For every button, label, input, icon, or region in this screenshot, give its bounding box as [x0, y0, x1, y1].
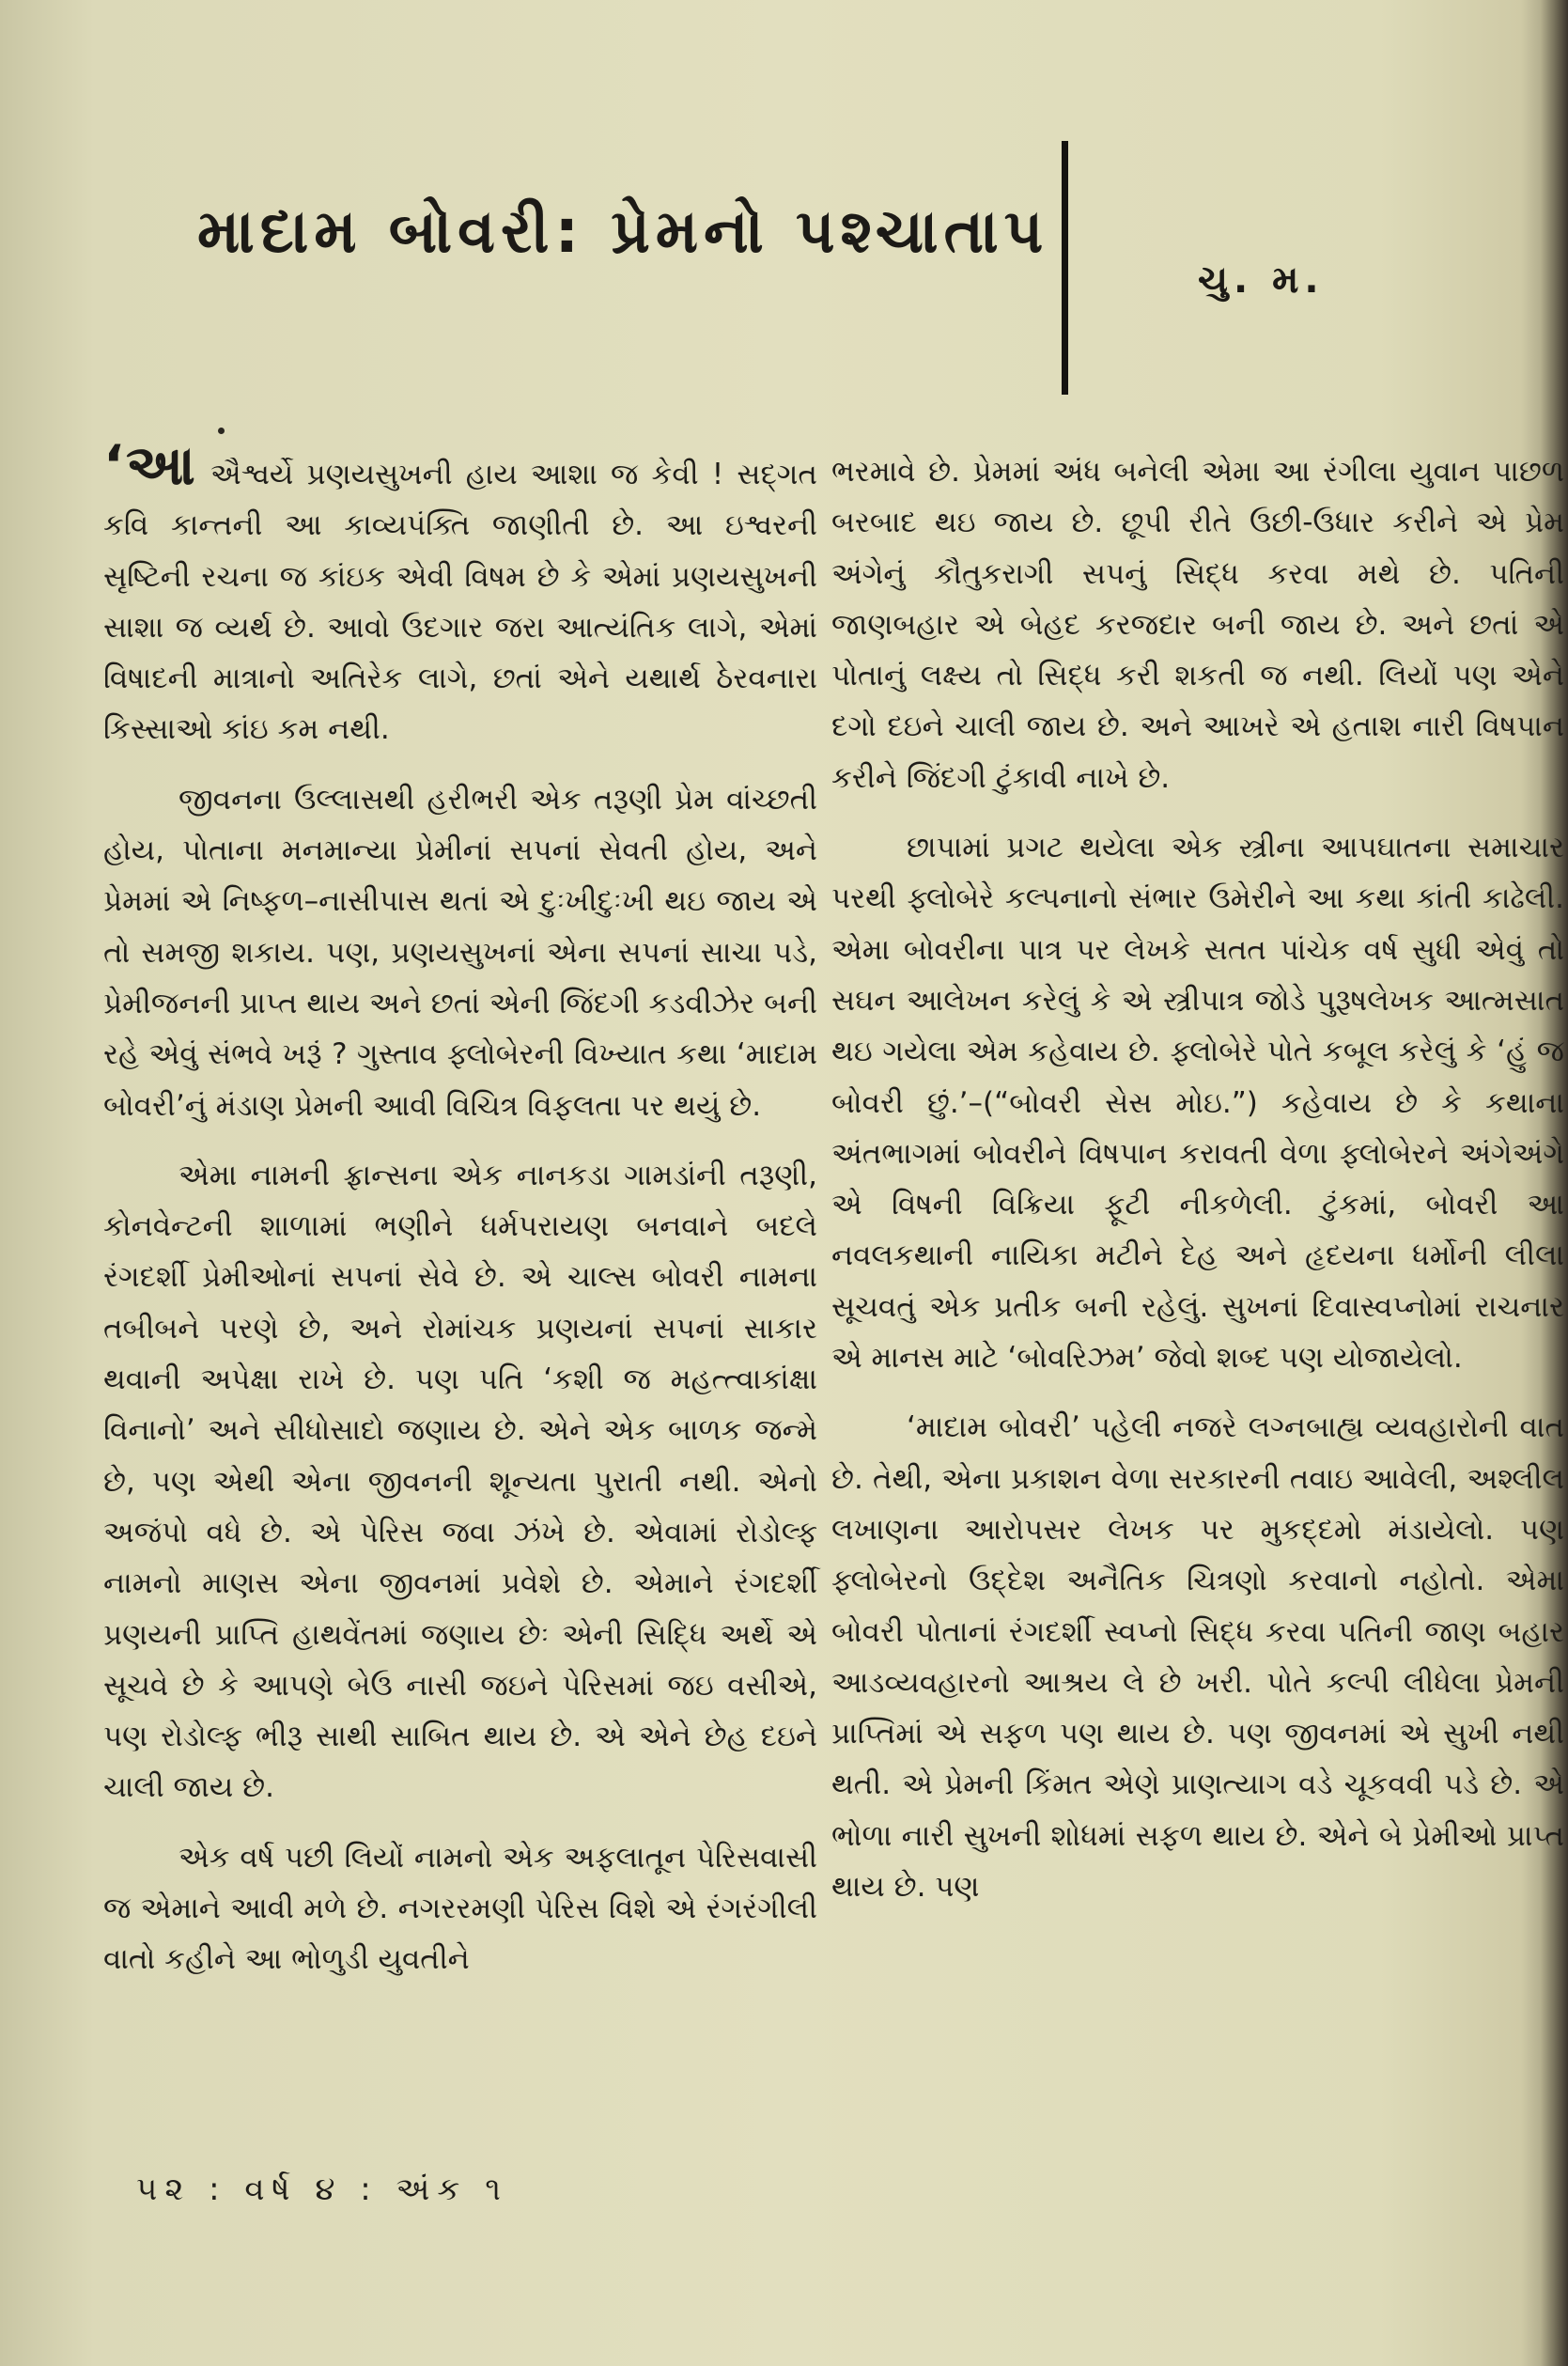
article-author: ચુ. મ. — [1198, 258, 1325, 302]
article-title: માદામ બોવરી: પ્રેમનો પશ્ચાતાપ — [197, 197, 1049, 267]
paragraph: ભરમાવે છે. પ્રેમમાં અંધ બનેલી એમા આ રંગીલા યુવાન પાછળ બરબાદ થઇ જાય છે. છૂપી રીતે ઉછી-ઉધાર કરીને એ પ્રેમ અંગેનું કૌતુકરાગી સપનું સિદ્ધ કરવા મથે છે. પતિની જાણબહાર એ બેહદ કરજદાર બની જાય છે. અને છતાં એ પોતાનું લક્ષ્ય તો સિદ્ધ કરી શકતી જ નથી. લિયોં પણ એને દગો દઇને ચાલી જાય છે. અને આખરે એ હતાશ નારી વિષપાન કરીને જિંદગી ટુંકાવી નાખે છે. — [831, 455, 1564, 795]
paragraph-text: ઐશ્વર્યે પ્રણયસુખની હાય આશા જ કેવી ! સદ્‌ગત કવિ કાન્તની આ કાવ્યપંક્તિ જાણીતી છે. આ ઇશ્વરની સૃષ્ટિની રચના જ કાંઇક એવી વિષમ છે કે એમાં પ્રણયસુખની સાશા જ વ્યર્થ છે. આવો ઉદગાર જરા આત્યંતિક લાગે, એમાં વિષાદની માત્રાનો અતિરેક લાગે, છતાં એને યથાર્થ ઠેરવનારા કિસ્સાઓ કાંઇ કમ નથી. — [103, 458, 817, 747]
paragraph: છાપામાં પ્રગટ થયેલા એક સ્ત્રીના આપઘાતના સમાચાર પરથી ફ્લોબેરે કલ્પનાનો સંભાર ઉમેરીને આ કથા કાંતી કાઢેલી. એમા બોવરીના પાત્ર પર લેખકે સતત પાંચેક વર્ષ સુધી એવું તો સઘન આલેખન કરેલું કે એ સ્ત્રીપાત્ર જોડે પુરૂષલેખક આત્મસાત થઇ ગયેલા એમ કહેવાય છે. ફ્લોબેરે પોતે કબૂલ કરેલું કે ‘હું જ બોવરી છું.’–(“બોવરી સેસ મોઇ.”) કહેવાય છે કે કથાના અંતભાગમાં બોવરીને વિષપાન કરાવતી વેળા ફ્લોબેરને અંગેઅંગે એ વિષની વિક્રિયા ફૂટી નીકળેલી. ટુંકમાં, બોવરી આ નવલકથાની નાયિકા મટીને દેહ અને હૃદયના ધર્મોની લીલા સૂચવતું એક પ્રતીક બની રહેલું. સુખનાં દિવાસ્વપ્નોમાં રાચનાર એ માનસ માટે ‘બોવરિઝમ’ જેવો શબ્દ પણ યોજાયેલો. — [831, 831, 1564, 1376]
dropcap: ‘આ — [103, 433, 197, 497]
page-footer: ૫૨ : વર્ષ ૪ : અંક ૧ — [136, 2171, 508, 2208]
right-column — [831, 446, 1564, 1931]
article-header — [141, 141, 1456, 423]
paragraph — [103, 433, 817, 755]
paragraph: એમા નામની ફ્રાન્સના એક નાનકડા ગામડાંની તરૂણી, કોનવેન્ટની શાળામાં ભણીને ધર્મપરાયણ બનવાને બદલે રંગદર્શી પ્રેમીઓનાં સપનાં સેવે છે. એ ચાલ્સ બોવરી નામના તબીબને પરણે છે, અને રોમાંચક પ્રણયનાં સપનાં સાકાર થવાની અપેક્ષા રાખે છે. પણ પતિ ‘કશી જ મહત્ત્વાકાંક્ષા વિનાનો’ અને સીધોસાદો જણાય છે. એને એક બાળક જન્મે છે, પણ એથી એના જીવનની શૂન્યતા પુરાતી નથી. એનો અજંપો વધે છે. એ પેરિસ જવા ઝંખે છે. એવામાં રોડોલ્ફ નામનો માણસ એના જીવનમાં પ્રવેશે છે. એમાને રંગદર્શી પ્રણયની પ્રાપ્તિ હાથવેંતમાં જણાય છેઃ એની સિદ્ધિ અર્થે એ સૂચવે છે કે આપણે બેઉ નાસી જઇને પેરિસમાં જઇ વસીએ, પણ રોડોલ્ફ ભીરૂ સાથી સાબિત થાય છે. એ એને છેહ દઇને ચાલી જાય છે. — [103, 1158, 817, 1805]
paragraph: ‘માદામ બોવરી’ પહેલી નજરે લગ્નબાહ્ય વ્યવહારોની વાત છે. તેથી, એના પ્રકાશન વેળા સરકારની તવાઇ આવેલી, અશ્લીલ લખાણના આરોપસર લેખક પર મુકદ્દમો મંડાયેલો. પણ ફ્લોબેરનો ઉદ્દેશ અનૈતિક ચિત્રણો કરવાનો નહોતો. એમા બોવરી પોતાનાં રંગદર્શી સ્વપ્નો સિદ્ધ કરવા પતિની જાણ બહાર આડવ્યવહારનો આશ્રય લે છે ખરી. પોતે કલ્પી લીધેલા પ્રેમની પ્રાપ્તિમાં એ સફળ પણ થાય છે. પણ જીવનમાં એ સુખી નથી થતી. એ પ્રેમની કિંમત એણે પ્રાણત્યાગ વડે ચૂકવવી પડે છે. એ ભોળા નારી સુખની શોધમાં સફળ થાય છે. એને બે પ્રેમીઓ પ્રાપ્ત થાય છે. પણ — [831, 1410, 1564, 1905]
ink-speck — [218, 428, 225, 434]
left-column — [103, 433, 817, 2004]
header-divider — [1062, 141, 1068, 395]
paragraph: એક વર્ષ પછી લિયોં નામનો એક અફલાતૂન પેરિસવાસી જ એમાને આવી મળે છે. નગરરમણી પેરિસ વિશે એ રંગરંગીલી વાતો કહીને આ ભોળુડી યુવતીને — [103, 1840, 817, 1977]
paragraph: જીવનના ઉલ્લાસથી હરીભરી એક તરૂણી પ્રેમ વાંચ્છતી હોય, પોતાના મનમાન્યા પ્રેમીનાં સપનાં સેવતી હોય, અને પ્રેમમાં એ નિષ્ફળ–નાસીપાસ થતાં એ દુઃખીદુઃખી થઇ જાય એ તો સમજી શકાય. પણ, પ્રણયસુખનાં એના સપનાં સાચા પડે, પ્રેમીજનની પ્રાપ્ત થાય અને છતાં એની જિંદગી કડવીઝેર બની રહે એવું સંભવે ખરૂં ? ગુસ્તાવ ફ્લોબેરની વિખ્યાત કથા ‘માદામ બોવરી’નું મંડાણ પ્રેમની આવી વિચિત્ર વિફલતા પર થયું છે. — [103, 782, 817, 1123]
